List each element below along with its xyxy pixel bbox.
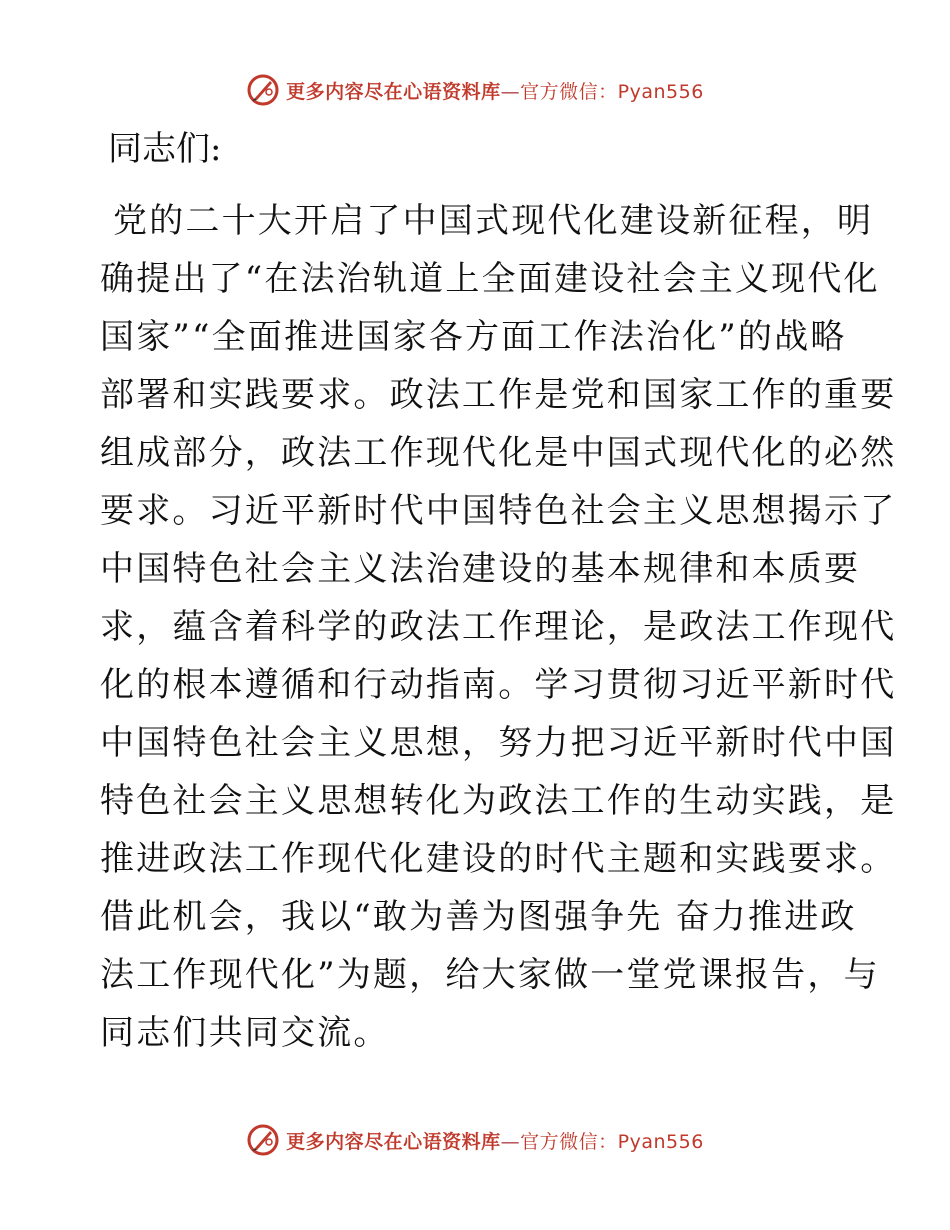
paragraph-line: 党的二十大开启了中国式现代化建设新征程，明 — [100, 201, 874, 241]
footer-watermark — [0, 1120, 950, 1160]
header-watermark — [0, 70, 950, 110]
paragraph-line: 推进政法工作现代化建设的时代主题和实践要求。 — [100, 839, 897, 879]
paragraph-line: 国家”“全面推进国家各方面工作法治化”的战略 — [100, 317, 847, 357]
paragraph-line: 要求。习近平新时代中国特色社会主义思想揭示了 — [100, 491, 897, 531]
paragraph-line: 化的根本遵循和行动指南。学习贯彻习近平新时代 — [100, 665, 897, 705]
watermark-main-text: 更多内容尽在心语资料库 — [286, 80, 501, 103]
paragraph-line: 同志们共同交流。 — [100, 1013, 390, 1053]
watermark-text — [286, 1127, 704, 1154]
paragraph-line: 特色社会主义思想转化为政法工作的生动实践，是 — [100, 781, 897, 821]
paragraph-line: 组成部分，政法工作现代化是中国式现代化的必然 — [100, 433, 897, 473]
paragraph-line: 部署和实践要求。政法工作是党和国家工作的重要 — [100, 375, 897, 415]
watermark-separator: — — [500, 80, 521, 103]
watermark-wechat-text: 官方微信：Pyan556 — [520, 80, 704, 103]
paragraph-line: 确提出了“在法治轨道上全面建设社会主义现代化 — [100, 259, 880, 299]
watermark-separator: — — [500, 1130, 521, 1153]
paragraph-line: 中国特色社会主义法治建设的基本规律和本质要 — [100, 549, 861, 589]
watermark-text — [286, 77, 704, 104]
salutation: 同志们: — [108, 129, 222, 169]
paragraph-line: 法工作现代化”为题，给大家做一堂党课报告，与 — [100, 955, 880, 995]
body-paragraph — [100, 192, 897, 1062]
paragraph-line: 求，蕴含着科学的政法工作理论，是政法工作现代 — [100, 607, 897, 647]
paragraph-line: 借此机会，我以“敢为善为图强争先 奋力推进政 — [100, 897, 857, 937]
quill-logo-icon — [246, 1123, 280, 1157]
watermark-main-text: 更多内容尽在心语资料库 — [286, 1130, 501, 1153]
watermark-wechat-text: 官方微信：Pyan556 — [520, 1130, 704, 1153]
paragraph-line: 中国特色社会主义思想，努力把习近平新时代中国 — [100, 723, 897, 763]
quill-logo-icon — [246, 73, 280, 107]
